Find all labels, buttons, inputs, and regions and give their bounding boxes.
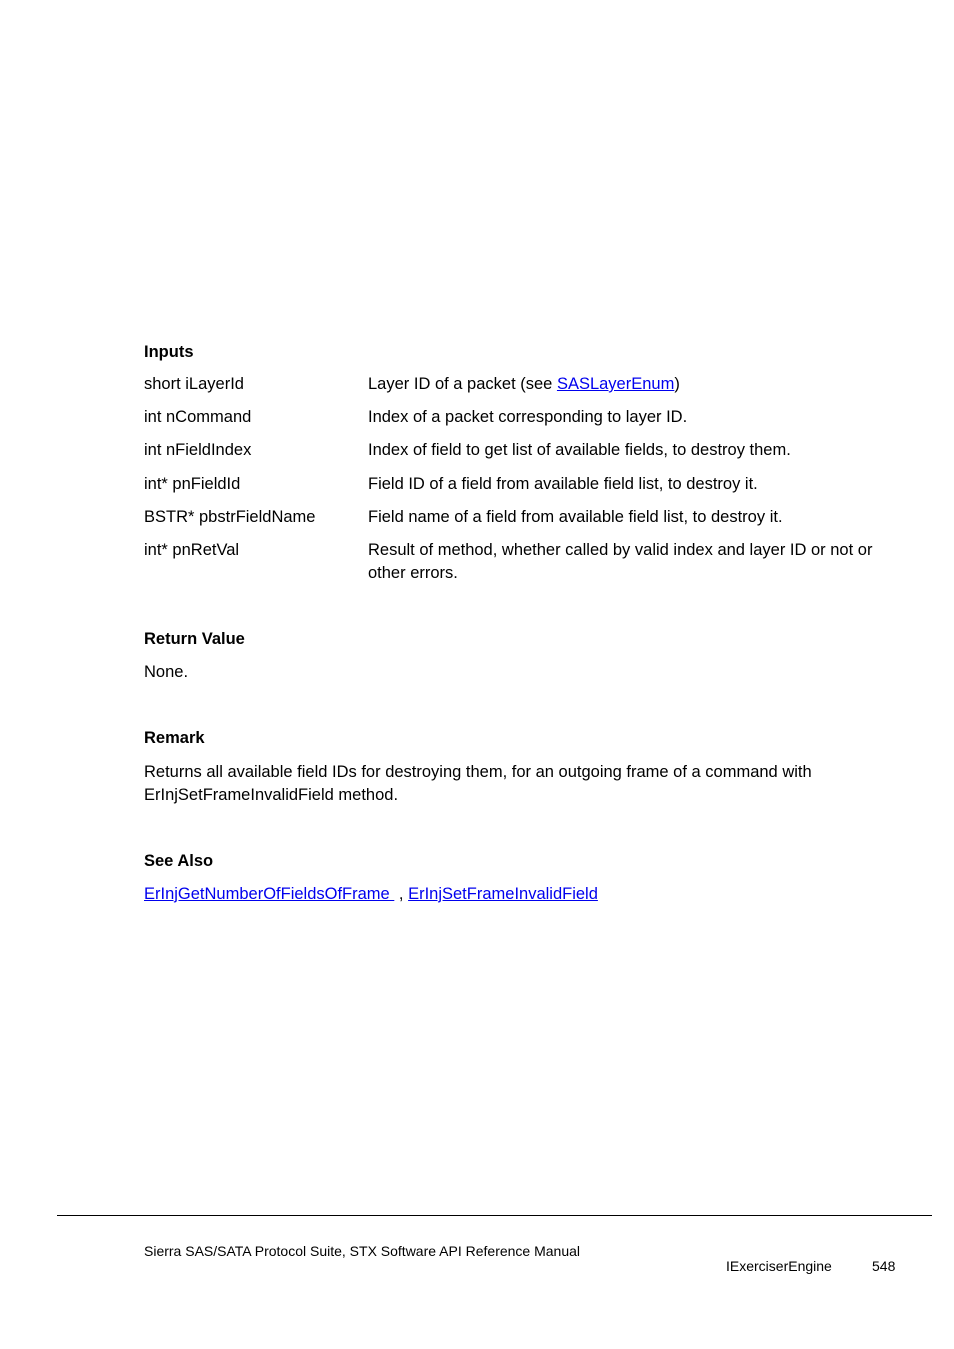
see-also-heading: See Also [144, 852, 214, 870]
see-also-separator: , [394, 885, 409, 903]
param-name: int* pnRetVal [144, 541, 240, 559]
param-description [368, 373, 908, 396]
footer-page-number: 548 [872, 1258, 896, 1274]
param-description-text: ) [674, 375, 680, 393]
param-description: Field name of a field from available field list, to destroy it. [368, 508, 783, 526]
footer-divider [57, 1215, 932, 1216]
inputs-heading: Inputs [144, 343, 194, 361]
param-description: Result of method, whether called by valid index and layer ID or not or other errors. [368, 541, 873, 582]
param-description-text: Layer ID of a packet (see [368, 375, 557, 393]
param-description: Index of a packet corresponding to layer ID. [368, 408, 688, 426]
param-name: int* pnFieldId [144, 475, 241, 493]
remark-text: Returns all available field IDs for destroying them, for an outgoing frame of a command with ErInjSetFrameInvalidField method. [144, 763, 812, 804]
param-description: Index of field to get list of available fields, to destroy them. [368, 441, 791, 459]
saslayerenum-link[interactable]: SASLayerEnum [556, 375, 675, 393]
see-also-links [144, 883, 884, 906]
remark-heading: Remark [144, 729, 205, 747]
param-name: int nFieldIndex [144, 441, 252, 459]
param-name: BSTR* pbstrFieldName [144, 508, 316, 526]
param-name: int nCommand [144, 408, 252, 426]
param-description: Field ID of a field from available field list, to destroy it. [368, 475, 758, 493]
erinjgetnumberoffieldsofframe-link[interactable]: ErInjGetNumberOfFieldsOfFrame [144, 885, 395, 903]
footer-manual-title: Sierra SAS/SATA Protocol Suite, STX Software API Reference Manual [144, 1243, 581, 1259]
return-value-text: None. [144, 663, 189, 681]
return-value-heading: Return Value [144, 630, 245, 648]
erinjsetframeinvalidfield-link[interactable]: ErInjSetFrameInvalidField [408, 885, 598, 903]
param-name: short iLayerId [144, 375, 244, 393]
footer-section-name: IExerciserEngine [726, 1258, 832, 1274]
